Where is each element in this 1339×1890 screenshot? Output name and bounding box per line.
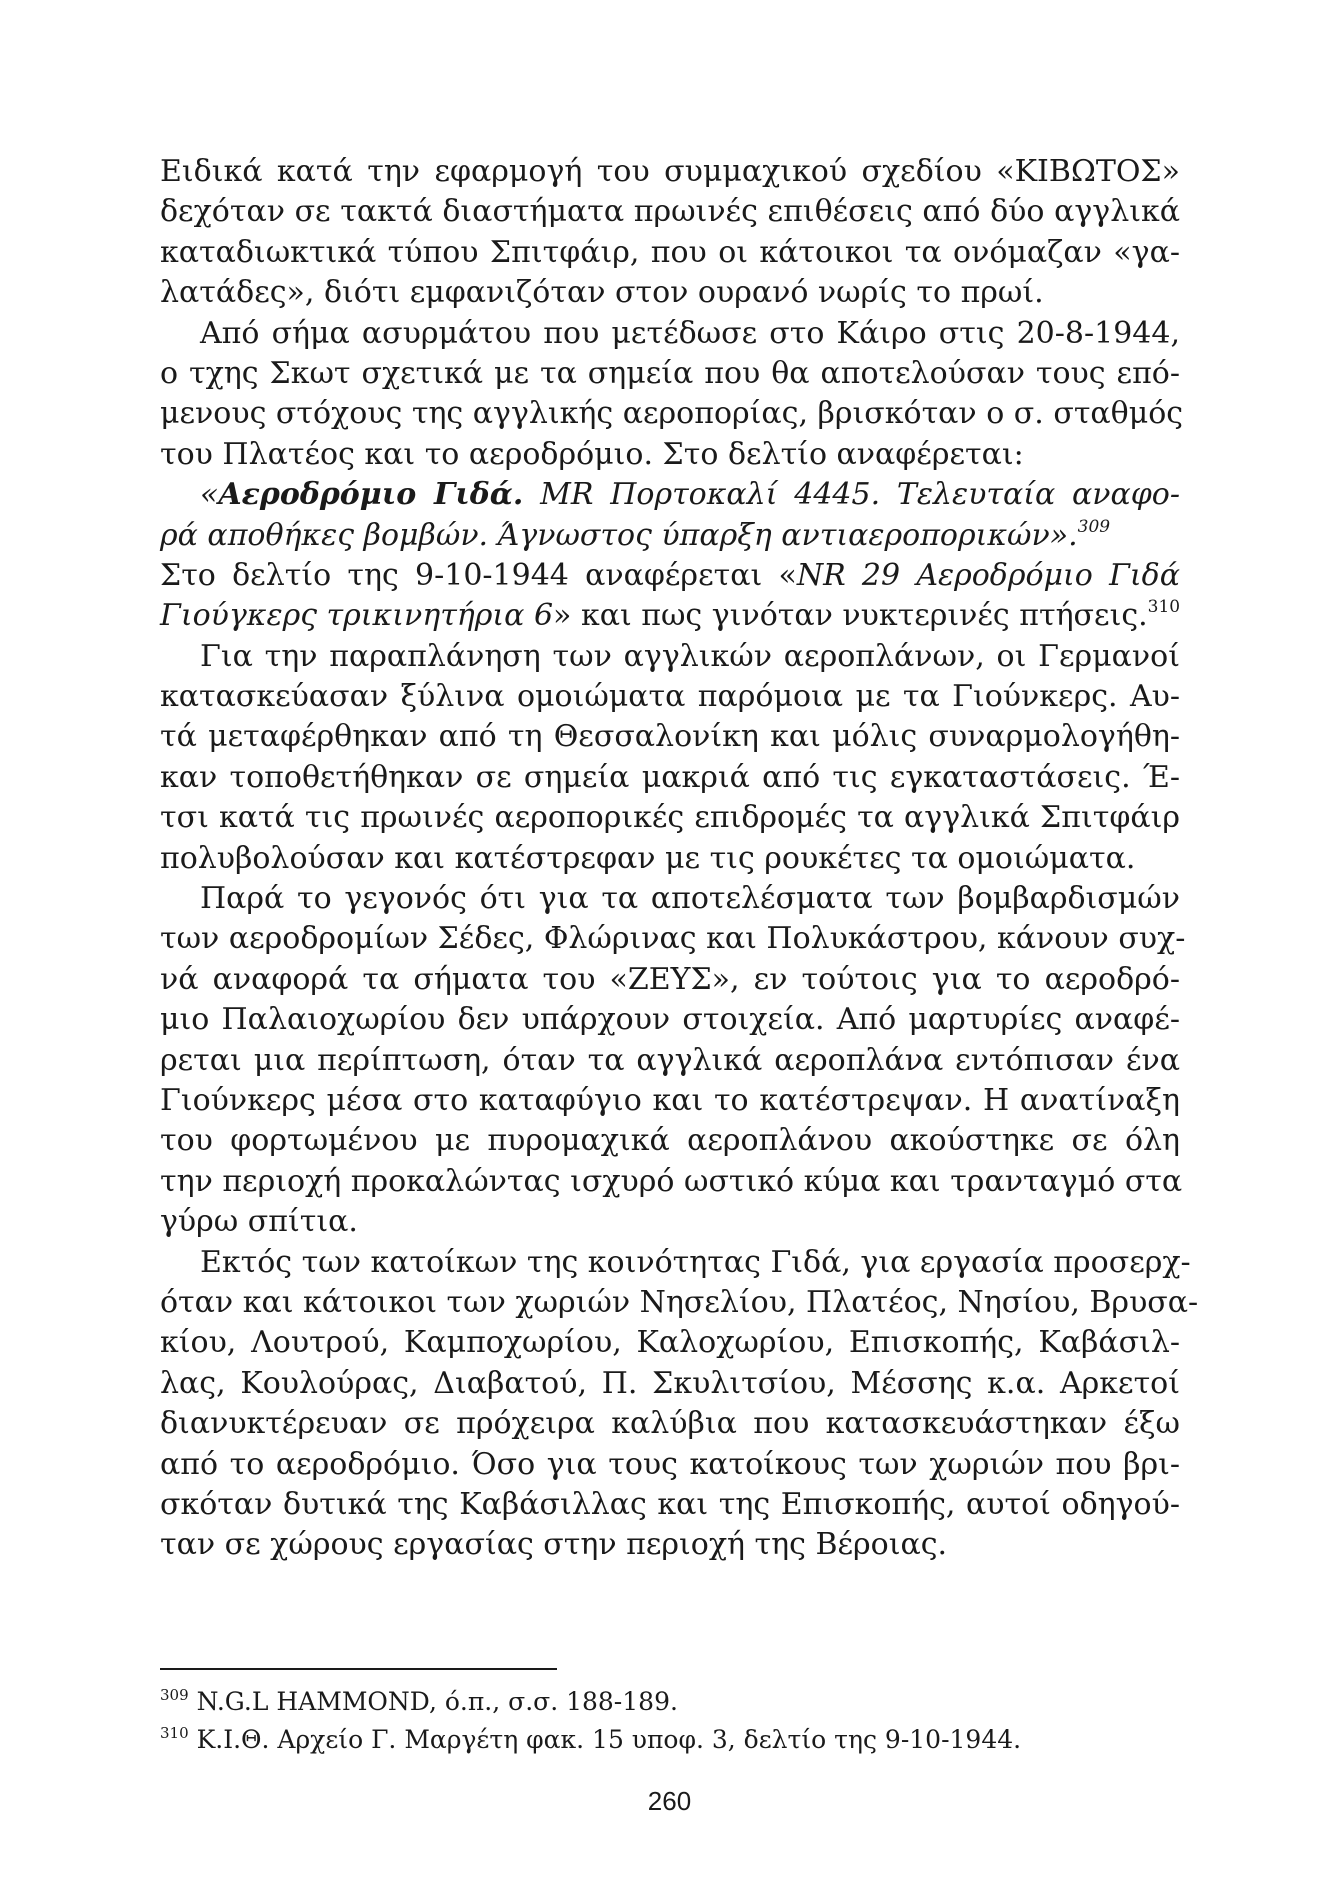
text-line: μενους στόχους της αγγλικής αεροπορίας, βρισκόταν ο σ. σταθμός	[160, 396, 1184, 432]
text-line: καν τοποθετήθηκαν σε σημεία μακριά από τις εγκαταστάσεις. Έ-	[160, 759, 1180, 795]
text-line: Γιούνκερς μέσα στο καταφύγιο και το κατέστρεψαν. Η ανατίναξη	[160, 1082, 1180, 1118]
text-span: Στο δελτίο της 9-10-1944 αναφέρεται «	[160, 557, 797, 593]
footnote	[160, 1683, 1180, 1721]
text-line: από το αεροδρόμιο. Όσο για τους κατοίκους των χωριών που βρι-	[160, 1446, 1180, 1482]
text-line: ο τχης Σκωτ σχετικά με τα σημεία που θα αποτελούσαν τους επό-	[160, 355, 1180, 391]
text-line: κατασκεύασαν ξύλινα ομοιώματα παρόμοια με τα Γιούνκερς. Αυ-	[160, 679, 1180, 715]
text-line: ρεται μια περίπτωση, όταν τα αγγλικά αεροπλάνα εντόπισαν ένα	[160, 1042, 1180, 1078]
text-line: μιο Παλαιοχωρίου δεν υπάρχουν στοιχεία. Από μαρτυρίες αναφέ-	[160, 1002, 1180, 1038]
text-line: τσι κατά τις πρωινές αεροπορικές επιδρομές τα αγγλικά Σπιτφάιρ	[160, 800, 1180, 836]
text-line: του φορτωμένου με πυρομαχικά αεροπλάνου ακούστηκε σε όλη	[160, 1123, 1180, 1159]
quote-text: MR Πορτοκαλί 4445. Τελευταία αναφο-	[523, 477, 1180, 513]
quote-line	[160, 516, 1180, 556]
footnote	[160, 1721, 1180, 1759]
footnote-ref: 310	[1147, 597, 1181, 618]
text-span: » και πως γινόταν νυκτερινές πτήσεις.	[553, 598, 1148, 634]
text-line: τά μεταφέρθηκαν από τη Θεσσαλονίκη και μόλις συναρμολογήθη-	[160, 719, 1180, 755]
quote-line	[160, 475, 1180, 515]
body-text	[160, 152, 1199, 1566]
text-line: του Πλατέος και το αεροδρόμιο. Στο δελτίο αναφέρεται:	[160, 436, 1024, 472]
quote-italic: Γιούγκερς τρικινητήρια 6	[160, 598, 554, 634]
text-line: Παρά το γεγονός ότι για τα αποτελέσματα των βομβαρδισμών	[200, 881, 1180, 917]
text-line: πολυβολούσαν και κατέστρεφαν με τις ρουκέτες τα ομοιώματα.	[160, 840, 1136, 876]
footnote-divider	[160, 1668, 557, 1670]
text-line: σκόταν δυτικά της Καβάσιλλας και της Επισκοπής, αυτοί οδηγού-	[160, 1486, 1180, 1522]
footnote-number: 310	[160, 1723, 189, 1742]
text-line: νά αναφορά τα σήματα του «ΖΕΥΣ», εν τούτοις για το αεροδρό-	[160, 961, 1180, 997]
text-line: όταν και κάτοικοι των χωριών Νησελίου, Πλατέος, Νησίου, Βρυσα-	[160, 1284, 1199, 1320]
text-line: Από σήμα ασυρμάτου που μετέδωσε στο Κάιρο στις 20-8-1944,	[200, 315, 1180, 351]
text-line: την περιοχή προκαλώντας ισχυρό ωστικό κύμα και τρανταγμό στα	[160, 1163, 1183, 1199]
quote-italic: NR 29 Αεροδρόμιο Γιδά	[796, 557, 1181, 593]
text-line: διανυκτέρευαν σε πρόχειρα καλύβια που κατασκευάστηκαν έξω	[160, 1406, 1180, 1442]
text-line	[160, 556, 1180, 596]
quote-text: ρά αποθήκες βομβών. Άγνωστος ύπαρξη αντιαεροπορικών».	[160, 517, 1078, 553]
footnote-number: 309	[160, 1685, 189, 1704]
page-number: 260	[647, 1786, 692, 1816]
text-line: δεχόταν σε τακτά διαστήματα πρωινές επιθέσεις από δύο αγγλικά	[160, 194, 1180, 230]
text-line: Εκτός των κατοίκων της κοινότητας Γιδά, για εργασία προσερχ-	[200, 1244, 1191, 1280]
text-line: κίου, Λουτρού, Καμποχωρίου, Καλοχωρίου, Επισκοπής, Καβάσιλ-	[160, 1325, 1180, 1361]
text-line: ταν σε χώρους εργασίας στην περιοχή της Βέροιας.	[160, 1527, 948, 1563]
footnotes	[160, 1683, 1180, 1759]
text-line: λατάδες», διότι εμφανιζόταν στον ουρανό νωρίς το πρωί.	[160, 275, 1044, 311]
text-line: λας, Κουλούρας, Διαβατού, Π. Σκυλιτσίου, Μέσσης κ.α. Αρκετοί	[160, 1365, 1180, 1401]
footnote-ref: 309	[1077, 516, 1111, 537]
footnote-text: Κ.Ι.Θ. Αρχείο Γ. Μαργέτη φακ. 15 υποφ. 3, δελτίο της 9-10-1944.	[188, 1725, 1022, 1754]
text-line: Για την παραπλάνηση των αγγλικών αεροπλάνων, οι Γερμανοί	[200, 638, 1180, 674]
text-line: καταδιωκτικά τύπου Σπιτφάιρ, που οι κάτοικοι τα ονόμαζαν «γα-	[160, 234, 1180, 270]
footnote-text: N.G.L HAMMOND, ό.π., σ.σ. 188-189.	[188, 1687, 678, 1716]
text-line: των αεροδρομίων Σέδες, Φλώρινας και Πολυκάστρου, κάνουν συχ-	[160, 921, 1186, 957]
quote-open-mark: «	[200, 477, 219, 513]
text-line: Ειδικά κατά την εφαρμογή του συμμαχικού σχεδίου «ΚΙΒΩΤΟΣ»	[160, 154, 1180, 189]
text-line	[160, 596, 1180, 636]
text-line: γύρω σπίτια.	[160, 1204, 358, 1240]
quote-bold-heading: Αεροδρόμιο Γιδά.	[218, 477, 524, 513]
